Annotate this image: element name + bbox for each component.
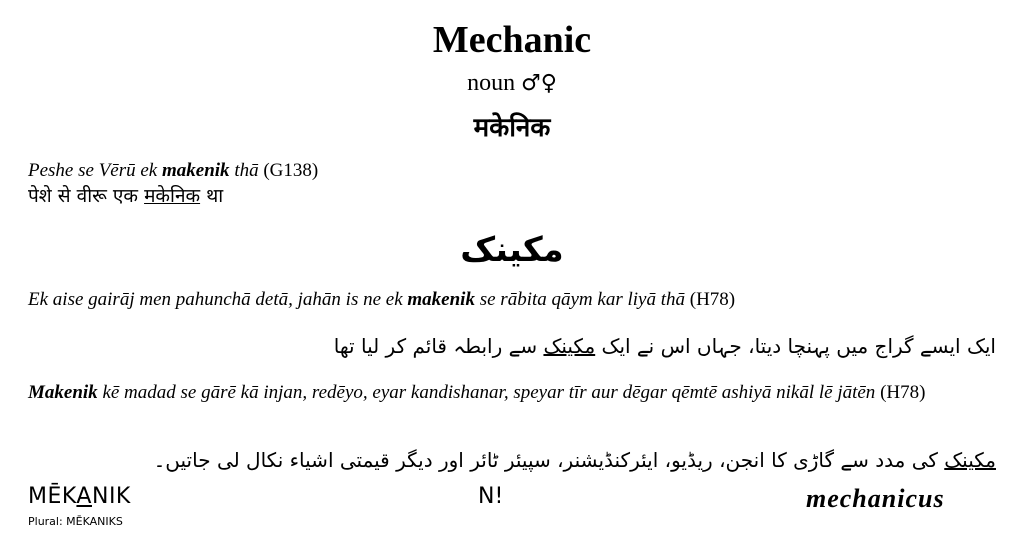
example-1-devanagari [28,182,223,208]
ex1-dev-pre: पेशे से वीरू एक [28,185,145,207]
pos-label: noun [467,70,516,96]
ex3-urdu-post: کی مدد سے گاڑی کا انجن، ریڈیو، ایئرکنڈیشنر، سپیئر ٹائر اور دیگر قیمتی اشیاء نکال لی جاتیں۔ [153,448,945,472]
ex3-tr-post: kē madad se gārē kā injan, redēyo, eyar kandishanar, speyar tīr aur dēgar qēmtē ashiyā nikāl lē jātēn [97,382,876,403]
ex2-tr-key: makenik [407,289,475,310]
example-1-transliteration [28,160,318,182]
ex1-dev-post: था [200,185,224,207]
lemma-code [28,484,131,509]
urdu-headword: مکینک [460,230,564,270]
ex3-source: (H78) [875,382,926,403]
example-3-urdu [154,448,996,472]
headword: Mechanic [432,19,592,61]
plural-form: Plural: MĒKANIKS [28,515,123,528]
gender-icon: ♂♀ [521,71,557,96]
ex2-tr-pre: Ek aise gairāj men pahunchā detā, jahān is ne ek [28,289,408,310]
ex2-urdu-post: سے رابطہ قائم کر لیا تھا [333,334,544,358]
ex1-dev-key: मकेनिक [144,185,201,207]
code-underlined: A [76,484,92,509]
ex2-source: (H78) [685,289,736,310]
example-2-urdu [334,334,996,358]
code-pre: MĒK [28,484,77,509]
code-post: NIK [91,484,131,509]
ex1-tr-key: makenik [162,160,230,181]
ex2-urdu-pre: ایک ایسے گراج میں پہنچا دیتا، جہاں اس نے ایک [595,334,996,358]
ex3-urdu-key: مکینک [944,448,996,472]
ex1-tr-post: thā [229,160,259,181]
example-3-transliteration [28,382,996,404]
ex3-tr-key: Makenik [28,382,98,403]
ex1-source: (G138) [258,160,319,181]
ex1-tr-pre: Peshe se Vērū ek [28,160,162,181]
ex2-urdu-key: مکینک [543,334,596,358]
flag-label: N! [478,484,504,509]
ex2-tr-post: se rābita qāym kar liyā thā [474,289,685,310]
latin-etymon: mechanicus [806,484,945,513]
part-of-speech [0,70,1024,97]
hindi-headword: मकेनिक [473,113,551,143]
example-2-transliteration [28,289,735,311]
